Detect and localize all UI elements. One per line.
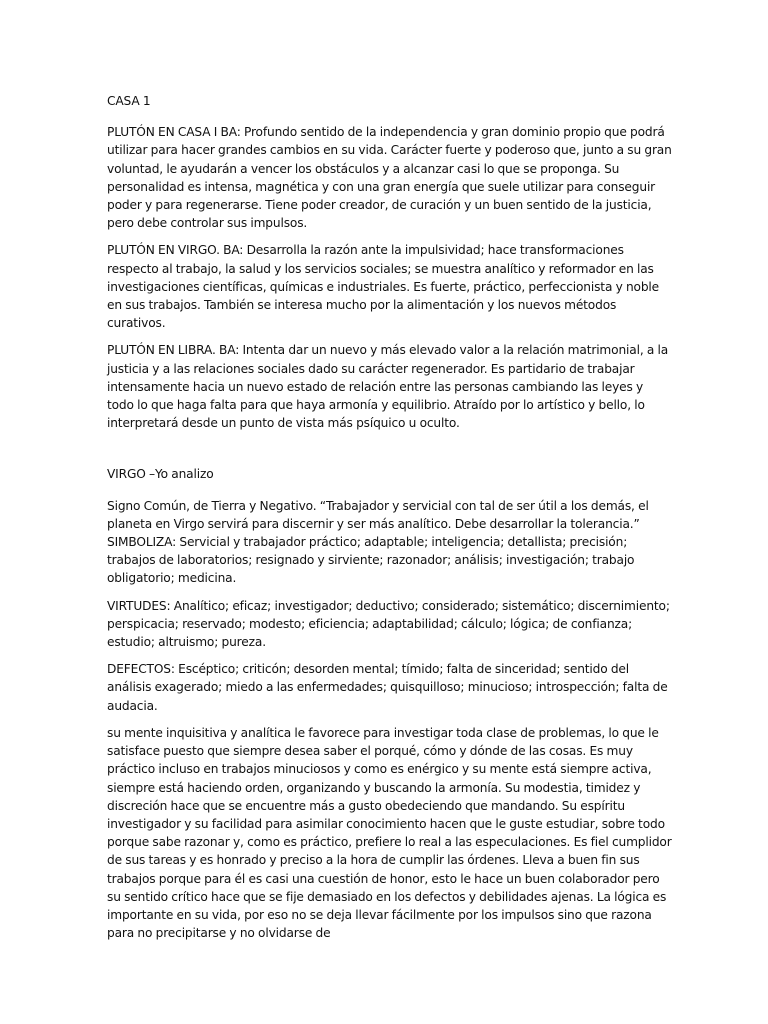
casa-1-section [107, 92, 672, 432]
simboliza-paragraph: SIMBOLIZA: Servicial y trabajador práctico; adaptable; inteligencia; detallista; precisión; trabajos de laboratorios; resignado y sirviente; razonador; análisis; investigación; trabajo obligatorio; medicina. [107, 535, 635, 586]
pluton-libra-paragraph: PLUTÓN EN LIBRA. BA: Intenta dar un nuevo y más elevado valor a la relación matrimonial, a la justicia y a las relaciones sociales dado su carácter regenerador. Es partidario de trabajar intensamente hacia un nuevo estado de relación entre las personas cambiando las leyes y todo lo que haga falta para que haya armonía y equilibrio. Atraído por lo artístico y bello, lo interpretará desde un punto de vista más psíquico u oculto. [107, 343, 669, 431]
pluton-casa-paragraph: PLUTÓN EN CASA I BA: Profundo sentido de la independencia y gran dominio propio que podrá utilizar para hacer grandes cambios en su vida. Carácter fuerte y poderoso que, junto a su gran voluntad, le ayudarán a vencer los obstáculos y a alcanzar casi lo que se proponga. Su personalidad es intensa, magnética y con una gran energía que suele utilizar para conseguir poder y para regenerarse. Tiene poder creador, de curación y un buen sentido de la justicia, pero debe controlar sus impulsos. [107, 125, 672, 231]
document-body [107, 92, 672, 942]
section-spacer [107, 432, 672, 465]
virgo-section [107, 465, 672, 942]
signo-paragraph: Signo Común, de Tierra y Negativo. “Trabajador y servicial con tal de ser útil a los demás, el planeta en Virgo servirá para discernir y ser más analítico. Debe desarrollar la tolerancia.” [107, 498, 649, 531]
virgo-heading: VIRGO –Yo analizo [107, 467, 214, 482]
defectos-paragraph: DEFECTOS: Escéptico; criticón; desorden mental; tímido; falta de sinceridad; sentido del análisis exagerado; miedo a las enfermedades; quisquilloso; minucioso; introspección; falta de audacia. [107, 662, 668, 713]
casa-1-heading: CASA 1 [107, 94, 151, 108]
virtudes-paragraph: VIRTUDES: Analítico; eficaz; investigador; deductivo; considerado; sistemático; discernimiento; perspicacia; reservado; modesto; eficiencia; adaptabilidad; cálculo; lógica; de confianza; estudio; altruismo; pureza. [107, 598, 670, 650]
signo-simboliza-block [107, 497, 672, 588]
mente-paragraph: su mente inquisitiva y analítica le favorece para investigar toda clase de problemas, lo que le satisface puesto que siempre desea saber el porqué, cómo y dónde de las cosas. Es muy práctico incluso en trabajos minuciosos y como es enérgico y su mente está siempre activa, siempre está haciendo orden, organizando y buscando la armonía. Su modestia, timidez y discreción hace que se encuentre más a gusto obedeciendo que mandando. Su espíritu investigador y su facilidad para asimilar conocimiento hacen que le guste estudiar, sobre todo porque sabe razonar y, como es práctico, prefiere lo real a las especulaciones. Es fiel cumplidor de sus tareas y es honrado y preciso a la hora de cumplir las órdenes. Lleva a buen fin sus trabajos porque para él es casi una cuestión de honor, esto le hace un buen colaborador pero su sentido crítico hace que se fije demasiado en los defectos y debilidades ajenas. La lógica es importante en su vida, por eso no se deja llevar fácilmente por los impulsos sino que razona para no precipitarse y no olvidarse de [107, 725, 672, 941]
pluton-virgo-paragraph: PLUTÓN EN VIRGO. BA: Desarrolla la razón ante la impulsividad; hace transformaciones respecto al trabajo, la salud y los servicios sociales; se muestra analítico y reformador en las investigaciones científicas, químicas e industriales. Es fuerte, práctico, perfeccionista y noble en sus trabajos. También se interesa mucho por la alimentación y los nuevos métodos curativos. [107, 243, 660, 331]
